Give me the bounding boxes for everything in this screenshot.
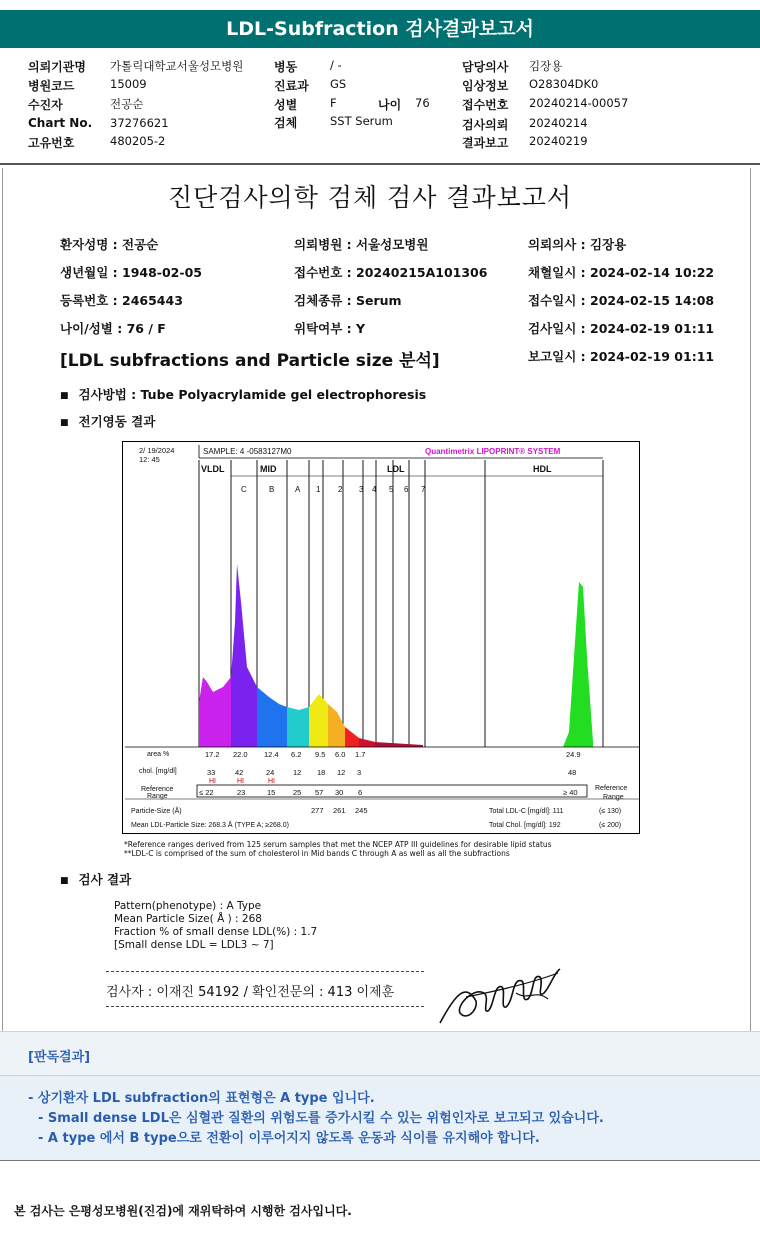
band-label-5: 5: [389, 485, 394, 494]
chol-HDL: 48: [568, 768, 577, 777]
group-label-vldl: VLDL: [201, 464, 225, 474]
hi-flag-C: HI: [237, 778, 244, 785]
total-ldl-c: Total LDL-C [mg/dl]: 111: [489, 808, 564, 815]
footer-note: 본 검사는 은평성모병원(진검)에 재위탁하여 시행한 검사입니다.: [14, 1204, 352, 1218]
signer-divider-bottom: [106, 1006, 424, 1007]
unique-no-label: 고유번호: [28, 136, 75, 150]
band-area-1: [231, 564, 257, 747]
header-divider: [0, 163, 760, 165]
unique-no-value: 480205-2: [110, 134, 166, 148]
request-hospital: 의뢰병원 : 서울성모병원: [294, 237, 429, 252]
bottom-divider: [0, 1160, 760, 1161]
chart-sample: SAMPLE: 4 -0583127M0: [203, 447, 292, 456]
receipt-time: 접수일시 : 2024-02-15 14:08: [528, 293, 715, 308]
total-chol-ref: (≤ 200): [599, 822, 622, 829]
band-label-7: 7: [421, 485, 426, 494]
signature-image: [436, 963, 564, 1029]
chol-3: 3: [357, 768, 362, 777]
electrophoresis-chart: [122, 441, 640, 834]
band-label-B: B: [269, 485, 275, 494]
group-label-hdl: HDL: [533, 464, 552, 474]
method-text: 검사방법 : Tube Polyacrylamide gel electrophoresis: [78, 387, 427, 402]
age-value: 76: [415, 96, 430, 110]
total-chol: Total Chol. [mg/dl]: 192: [489, 822, 561, 829]
chol-label: chol. [mg/dl]: [139, 768, 177, 775]
dept-label: 진료과: [274, 79, 309, 93]
band-area-3: [287, 707, 309, 747]
doc-receipt-no: 접수번호 : 20240215A101306: [294, 265, 488, 280]
outsourced: 위탁여부 : Y: [294, 321, 366, 336]
result-mean-size: Mean Particle Size( Å ) : 268: [114, 913, 262, 925]
hospital-code-label: 병원코드: [28, 79, 75, 93]
patient-name: 환자성명 : 전공순: [60, 237, 159, 252]
particle-size-3: 245: [355, 806, 368, 815]
ward-value: / -: [330, 58, 342, 72]
hi-flag-VLDL: HI: [209, 778, 216, 785]
draw-time: 채혈일시 : 2024-02-14 10:22: [528, 265, 715, 280]
institution-value: 가톨릭대학교서울성모병원: [110, 59, 244, 73]
section-title: [LDL subfractions and Particle size 분석]: [60, 351, 440, 371]
ref-right-2: Range: [603, 794, 624, 801]
dept-value: GS: [330, 77, 347, 91]
examinee-value: 전공순: [110, 97, 144, 111]
band-label-3: 3: [359, 485, 364, 494]
ward-label: 병동: [274, 60, 298, 74]
footnote-1: *Reference ranges derived from 125 serum samples that met the NCEP ATP III guidelines for desirable lipid status: [124, 840, 552, 849]
mean-ldl-size: Mean LDL-Particle Size: 268.3 Å (TYPE A; ≥268.0): [131, 822, 289, 829]
area-pct-2: 6.0: [335, 750, 346, 759]
hi-flag-B: HI: [268, 778, 275, 785]
report-value: 20240219: [529, 134, 588, 148]
signer-divider-top: [106, 971, 424, 972]
test-time: 검사일시 : 2024-02-19 01:11: [528, 321, 715, 336]
reference-A: 25: [293, 788, 302, 797]
area-pct-B: 12.4: [264, 750, 279, 759]
reference-C: 23: [237, 788, 246, 797]
total-ldl-ref: (≤ 130): [599, 808, 622, 815]
band-area-6: [345, 727, 359, 747]
band-area-9: [563, 582, 593, 747]
band-label-A: A: [295, 485, 301, 494]
result-fraction: Fraction % of small dense LDL(%) : 1.7: [114, 926, 318, 938]
birth-date: 생년월일 : 1948-02-05: [60, 265, 202, 280]
report-title-bar: [0, 10, 760, 48]
electrophoresis-svg: [123, 442, 641, 835]
area-pct-VLDL: 17.2: [205, 750, 220, 759]
institution-label: 의뢰기관명: [28, 60, 86, 74]
chart-no-label: Chart No.: [28, 116, 93, 130]
sex-label: 성별: [274, 98, 298, 112]
reference-HDL: ≥ 40: [563, 788, 578, 797]
band-area-7: [359, 738, 375, 747]
area-pct-1: 9.5: [315, 750, 326, 759]
doctor-label: 담당의사: [462, 60, 509, 74]
request-value: 20240214: [529, 116, 588, 130]
electro-title: 전기영동 결과: [78, 414, 156, 429]
judgement-line-2: - Small dense LDL은 심혈관 질환의 위험도를 증가시킬 수 있는 위험인자로 보고되고 있습니다.: [38, 1111, 604, 1126]
report-time: 보고일시 : 2024-02-19 01:11: [528, 349, 715, 364]
reference-2: 30: [335, 788, 344, 797]
area-pct-3: 1.7: [355, 750, 366, 759]
hospital-code-value: 15009: [110, 77, 147, 91]
band-area-4: [309, 694, 328, 747]
judgement-line-3: - A type 에서 B type으로 전환이 이루어지지 않도록 운동과 식이를 유지해야 합니다.: [38, 1131, 540, 1146]
reference-B: 15: [267, 788, 276, 797]
chart-no-value: 37276621: [110, 116, 169, 130]
reference-VLDL: ≤ 22: [199, 788, 214, 797]
result-pattern: Pattern(phenotype) : A Type: [114, 900, 262, 912]
judgement-line-1: - 상기환자 LDL subfraction의 표현형은 A type 입니다.: [28, 1091, 375, 1106]
band-label-1: 1: [316, 485, 321, 494]
band-label-C: C: [241, 485, 247, 494]
chol-C: 42: [235, 768, 244, 777]
method-line: [60, 385, 426, 403]
band-label-6: 6: [404, 485, 409, 494]
area-pct-C: 22.0: [233, 750, 248, 759]
judgement-heading: [판독결과]: [28, 1050, 91, 1065]
age-label: 나이: [378, 98, 402, 112]
header-info: [0, 50, 760, 165]
request-label: 검사의뢰: [462, 118, 509, 132]
chol-1: 18: [317, 768, 326, 777]
specimen-label: 검체: [274, 116, 298, 130]
reg-no: 등록번호 : 2465443: [60, 293, 183, 308]
group-label-mid: MID: [260, 464, 277, 474]
footnote-2: **LDL-C is comprised of the sum of cholesterol in Mid bands C through A as well as all the subfractions: [124, 849, 510, 858]
area-pct-label: area %: [147, 751, 170, 758]
chart-date: 2/ 19/2024: [139, 446, 175, 455]
result-title-line: [60, 870, 131, 888]
result-sdldl-def: [Small dense LDL = LDL3 ~ 7]: [114, 939, 274, 951]
clinical-info-value: O28304DK0: [529, 77, 599, 91]
ref-label-1: Reference: [141, 786, 174, 793]
band-area-5: [328, 704, 345, 747]
doctor-value: 김장용: [529, 59, 563, 73]
band-area-2: [257, 687, 287, 747]
specimen-value: SST Serum: [330, 114, 393, 128]
reference-3: 6: [358, 788, 363, 797]
particle-size-label: Particle-Size (Å): [131, 808, 182, 815]
chol-A: 12: [293, 768, 302, 777]
receipt-no-label: 접수번호: [462, 98, 509, 112]
report-label: 결과보고: [462, 136, 509, 150]
band-label-2: 2: [338, 485, 343, 494]
specimen-type: 검체종류 : Serum: [294, 293, 402, 308]
particle-size-2: 261: [333, 806, 346, 815]
ref-label-2: Range: [147, 793, 168, 800]
reference-row-box: [197, 785, 587, 797]
electro-title-line: [60, 412, 155, 430]
band-area-8: [375, 742, 423, 747]
reference-1: 57: [315, 788, 324, 797]
group-label-ldl: LDL: [387, 464, 405, 474]
age-sex: 나이/성별 : 76 / F: [60, 321, 166, 336]
chol-B: 24: [266, 768, 275, 777]
request-doctor: 의뢰의사 : 김장용: [528, 237, 627, 252]
receipt-no-value: 20240214-00057: [529, 96, 629, 110]
chol-2: 12: [337, 768, 346, 777]
signer-line: 검사자 : 이재진 54192 / 확인전문의 : 413 이제훈: [106, 985, 395, 1000]
chart-time: 12: 45: [139, 455, 160, 464]
clinical-info-label: 임상정보: [462, 79, 509, 93]
particle-size-1: 277: [311, 806, 324, 815]
report-title: LDL-Subfraction 검사결과보고서: [226, 18, 534, 40]
document-title: 진단검사의학 검체 검사 결과보고서: [167, 183, 573, 212]
chart-system: Quantimetrix LIPOPRINT® SYSTEM: [425, 447, 561, 456]
examinee-label: 수진자: [28, 98, 63, 112]
area-pct-A: 6.2: [291, 750, 302, 759]
sex-value: F: [330, 96, 337, 110]
band-area-0: [199, 677, 231, 747]
area-pct-HDL: 24.9: [566, 750, 581, 759]
ref-right-1: Reference: [595, 785, 628, 792]
chol-VLDL: 33: [207, 768, 216, 777]
band-label-4: 4: [372, 485, 377, 494]
result-title: 검사 결과: [78, 872, 132, 887]
